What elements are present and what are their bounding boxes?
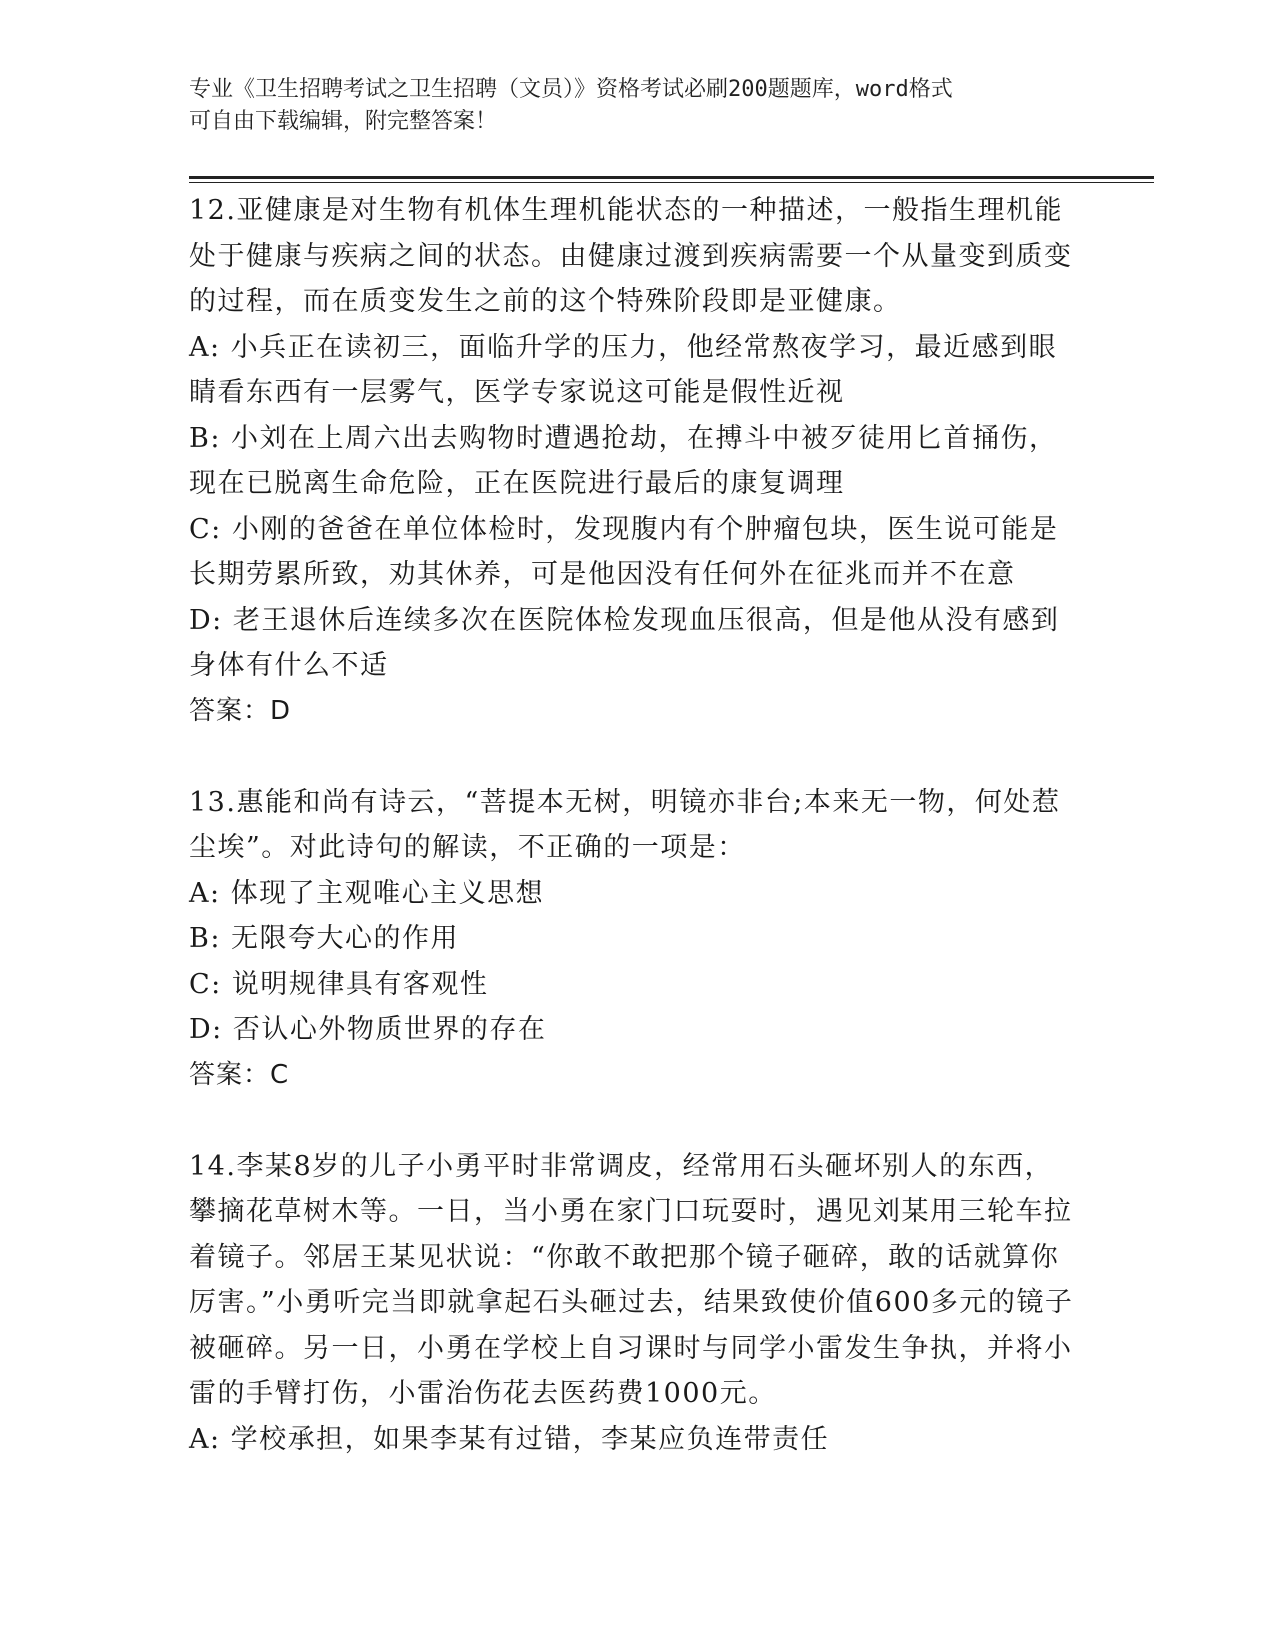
option-b: B: 小刘在上周六出去购物时遭遇抢劫，在搏斗中被歹徒用匕首捅伤，现在已脱离生命危险，正在医院进行最后的康复调理 [189,422,1058,499]
question-spacer [189,1098,1079,1144]
option-d: D: 否认心外物质世界的存在 [189,1014,547,1045]
answer-line: 答案：C [189,1059,290,1090]
question-stem: 14.李某8岁的儿子小勇平时非常调皮，经常用石头砸坏别人的东西，攀摘花草树木等。一日，当小勇在家门口玩耍时，遇见刘某用三轮车拉着镜子。邻居王某见状说：“你敢不敢把那个镜子砸碎，敢的话就算你厉害。”小勇听完当即就拿起石头砸过去，结果致使价值600多元的镜子被砸碎。另一日，小勇在学校上自习课时与同学小雷发生争执，并将小雷的手臂打伤，小雷治伤花去医药费1000元。 [189,1150,1074,1409]
question-list [189,188,1079,1462]
option-a: A: 小兵正在读初三，面临升学的压力，他经常熬夜学习，最近感到眼睛看东西有一层雾气，医学专家说这可能是假性近视 [189,331,1058,408]
question-stem: 12.亚健康是对生物有机体生理机能状态的一种描述，一般指生理机能处于健康与疾病之间的状态。由健康过渡到疾病需要一个从量变到质变的过程，而在质变发生之前的这个特殊阶段即是亚健康。 [189,195,1073,317]
answer-line: 答案：D [189,695,292,726]
option-c: C: 说明规律具有客观性 [189,968,489,1000]
question-stem: 13.惠能和尚有诗云，“菩提本无树，明镜亦非台;本来无一物，何处惹尘埃”。对此诗句的解读，不正确的一项是： [189,786,1061,863]
header-line-2: 可自由下载编辑，附完整答案！ [189,109,498,134]
question-13 [189,780,1079,1099]
question-12 [189,188,1079,734]
question-14 [189,1144,1079,1463]
option-a: A: 学校承担，如果李某有过错，李某应负连带责任 [189,1423,830,1455]
header-divider-thin [189,182,1154,183]
document-header [189,74,1069,138]
option-b: B: 无限夸大心的作用 [189,923,460,954]
option-c: C: 小刚的爸爸在单位体检时，发现腹内有个肿瘤包块，医生说可能是长期劳累所致，劝其休养，可是他因没有任何外在征兆而并不在意 [189,513,1059,590]
option-a: A: 体现了主观唯心主义思想 [189,877,545,909]
option-d: D: 老王退休后连续多次在医院体检发现血压很高，但是他从没有感到身体有什么不适 [189,604,1060,681]
header-line-1: 专业《卫生招聘考试之卫生招聘（文员）》资格考试必刷200题题库，word格式 [189,77,953,102]
header-divider-thick [189,176,1154,179]
question-spacer [189,734,1079,780]
